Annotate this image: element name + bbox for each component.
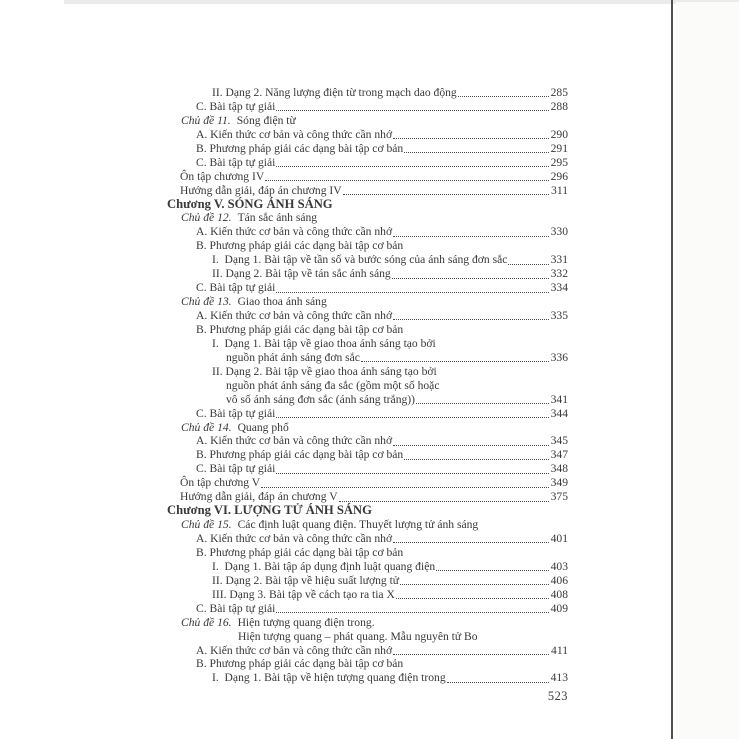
- dot-leader: [436, 560, 548, 571]
- toc-entry: [167, 630, 568, 644]
- toc-entry-label: Hiện tượng quang – phát quang. Mẫu nguyên tử Bo: [238, 629, 478, 643]
- dot-leader: [393, 644, 549, 655]
- table-of-contents: [167, 86, 568, 685]
- toc-entry-label: I. Dạng 1. Bài tập về hiện tượng quang điện trong: [212, 671, 446, 685]
- dot-leader: [276, 462, 548, 473]
- dot-leader: [339, 490, 549, 501]
- toc-entry-label: Hướng dẫn giải, đáp án chương V: [180, 490, 338, 504]
- toc-entry-label: A. Kiến thức cơ bản và công thức cần nhớ: [196, 309, 393, 322]
- toc-entry-label: Chủ đề 16. Hiện tượng quang điện trong.: [181, 615, 375, 629]
- toc-entry-page: 288: [550, 99, 568, 113]
- toc-entry-label: Ôn tập chương V: [180, 476, 261, 490]
- toc-entry: [167, 337, 568, 351]
- footer-page-number: 523: [547, 689, 568, 703]
- dot-leader: [276, 602, 548, 613]
- toc-entry-page: 401: [550, 532, 568, 545]
- toc-entry-page: 403: [550, 559, 568, 573]
- toc-entry: [167, 295, 568, 309]
- toc-entry: [167, 225, 568, 239]
- dot-leader: [261, 476, 548, 487]
- toc-entry-page: 341: [550, 392, 568, 406]
- toc-entry: [167, 407, 568, 421]
- toc-entry-page: 345: [550, 434, 568, 448]
- dot-leader: [396, 588, 549, 599]
- toc-entry-label: A. Kiến thức cơ bản và công thức cần nhớ: [196, 225, 393, 239]
- toc-entry-label: C. Bài tập tự giải: [196, 155, 276, 169]
- toc-entry: [167, 518, 568, 532]
- toc-entry-label: B. Phương pháp giải các dạng bài tập cơ bản: [196, 322, 404, 336]
- toc-entry-page: 285: [550, 86, 568, 99]
- toc-entry-label: II. Dạng 2. Bài tập về tán sắc ánh sáng: [212, 267, 391, 281]
- toc-entry: [167, 616, 568, 630]
- photo-top-edge-band: [64, 0, 739, 4]
- dot-leader: [393, 434, 549, 445]
- dot-leader: [404, 142, 548, 153]
- toc-entry-page: 334: [550, 281, 568, 295]
- toc-entry: [167, 546, 568, 560]
- toc-entry: [167, 421, 568, 435]
- toc-entry-page: 296: [550, 169, 568, 183]
- toc-entry-label: II. Dạng 2. Bài tập về giao thoa ánh sáng tạo bởi: [212, 364, 437, 378]
- toc-entry-page: 406: [550, 573, 568, 587]
- dot-leader: [393, 532, 549, 543]
- toc-entry-page: 408: [550, 587, 568, 601]
- page-outside-margin: [676, 2, 739, 739]
- toc-entry-page: 409: [550, 601, 568, 615]
- toc-entry-page: 411: [551, 643, 568, 657]
- toc-entry-page: 336: [550, 350, 568, 364]
- page-edge-line: [671, 0, 673, 739]
- topic-number-prefix: Chủ đề 14.: [181, 420, 232, 434]
- toc-entry-page: 295: [550, 155, 568, 169]
- toc-entry-label: Chủ đề 13. Giao thoa ánh sáng: [181, 295, 327, 309]
- toc-entry-label: III. Dạng 3. Bài tập về cách tạo ra tia X: [212, 587, 395, 601]
- dot-leader: [416, 393, 549, 404]
- toc-entry: [167, 198, 568, 212]
- toc-entry-label: Chương VI. LƯỢNG TỬ ÁNH SÁNG: [167, 503, 372, 518]
- toc-entry-label: I. Dạng 1. Bài tập về giao thoa ánh sáng tạo bởi: [212, 336, 436, 350]
- toc-entry-label: B. Phương pháp giải các dạng bài tập cơ bản: [196, 657, 404, 671]
- toc-entry: [167, 323, 568, 337]
- toc-entry: [167, 100, 568, 114]
- toc-entry-label: A. Kiến thức cơ bản và công thức cần nhớ: [196, 127, 393, 141]
- toc-entry: [167, 560, 568, 574]
- toc-entry: [167, 644, 568, 658]
- toc-entry-label: C. Bài tập tự giải: [196, 99, 276, 113]
- toc-entry: [167, 476, 568, 490]
- toc-entry: [167, 267, 568, 281]
- toc-entry: [167, 504, 568, 518]
- toc-entry: [167, 462, 568, 476]
- toc-entry: [167, 588, 568, 602]
- toc-entry-label: I. Dạng 1. Bài tập về tần số và bước sóng của ánh sáng đơn sắc: [212, 253, 508, 267]
- dot-leader: [265, 170, 548, 181]
- dot-leader: [393, 225, 549, 236]
- toc-entry-label: C. Bài tập tự giải: [196, 406, 276, 420]
- toc-entry: [167, 114, 568, 128]
- toc-entry-label: C. Bài tập tự giải: [196, 601, 276, 615]
- toc-entry-label: Chủ đề 11. Sóng điện từ: [181, 113, 296, 127]
- topic-number-prefix: Chủ đề 11.: [181, 113, 231, 127]
- toc-entry: [167, 490, 568, 504]
- dot-leader: [458, 86, 549, 97]
- toc-entry-page: 330: [550, 225, 568, 239]
- toc-entry: [167, 211, 568, 225]
- topic-number-prefix: Chủ đề 12.: [181, 211, 232, 225]
- toc-entry-page: 332: [550, 267, 568, 281]
- toc-entry-page: 344: [550, 406, 568, 420]
- toc-entry-label: Ôn tập chương IV: [180, 169, 265, 183]
- toc-entry-page: 291: [550, 141, 568, 155]
- toc-entry-label: nguồn phát ánh sáng đa sắc (gồm một số hoặc: [226, 378, 440, 392]
- toc-entry-label: A. Kiến thức cơ bản và công thức cần nhớ: [196, 532, 393, 545]
- toc-entry: [167, 351, 568, 365]
- toc-entry-label: A. Kiến thức cơ bản và công thức cần nhớ: [196, 643, 393, 657]
- toc-entry: [167, 156, 568, 170]
- toc-entry-label: B. Phương pháp giải các dạng bài tập cơ bản: [196, 448, 404, 462]
- dot-leader: [276, 407, 548, 418]
- toc-entry-label: II. Dạng 2. Bài tập về hiệu suất lượng tử: [212, 573, 400, 587]
- toc-entry-label: vô số ánh sáng đơn sắc (ánh sáng trắng)): [226, 392, 416, 406]
- toc-entry-page: 331: [550, 253, 568, 267]
- dot-leader: [404, 448, 548, 459]
- toc-entry: [167, 253, 568, 267]
- toc-entry-label: Chủ đề 15. Các định luật quang điện. Thuyết lượng tử ánh sáng: [181, 518, 479, 532]
- toc-entry-page: 311: [551, 183, 568, 197]
- toc-entry-page: 335: [550, 309, 568, 322]
- toc-entry: [167, 379, 568, 393]
- topic-number-prefix: Chủ đề 15.: [181, 518, 232, 532]
- dot-leader: [276, 156, 548, 167]
- toc-entry-label: B. Phương pháp giải các dạng bài tập cơ bản: [196, 239, 404, 253]
- toc-entry-label: Chủ đề 12. Tán sắc ánh sáng: [181, 211, 318, 225]
- toc-entry: [167, 86, 568, 100]
- toc-entry-label: B. Phương pháp giải các dạng bài tập cơ bản: [196, 141, 404, 155]
- toc-entry: [167, 657, 568, 671]
- toc-entry-page: 349: [550, 476, 568, 490]
- dot-leader: [393, 309, 549, 320]
- toc-entry: [167, 532, 568, 546]
- toc-entry: [167, 170, 568, 184]
- toc-entry: [167, 128, 568, 142]
- toc-entry-label: Chương V. SÓNG ÁNH SÁNG: [167, 196, 333, 211]
- dot-leader: [276, 100, 548, 111]
- toc-entry-page: 347: [550, 448, 568, 462]
- dot-leader: [400, 574, 549, 585]
- toc-entry: [167, 602, 568, 616]
- toc-entry-label: C. Bài tập tự giải: [196, 281, 276, 295]
- toc-entry-label: II. Dạng 2. Năng lượng điện từ trong mạch dao động: [212, 86, 457, 99]
- toc-entry: [167, 393, 568, 407]
- toc-entry: [167, 434, 568, 448]
- toc-entry: [167, 671, 568, 685]
- toc-entry: [167, 184, 568, 198]
- topic-number-prefix: Chủ đề 16.: [181, 615, 232, 629]
- dot-leader: [508, 253, 548, 264]
- toc-entry-page: 290: [550, 127, 568, 141]
- toc-entry: [167, 365, 568, 379]
- toc-entry: [167, 574, 568, 588]
- toc-entry: [167, 309, 568, 323]
- toc-entry: [167, 142, 568, 156]
- toc-entry-label: Chủ đề 14. Quang phổ: [181, 420, 289, 434]
- dot-leader: [361, 351, 549, 362]
- dot-leader: [392, 267, 549, 278]
- toc-entry: [167, 448, 568, 462]
- toc-entry-label: I. Dạng 1. Bài tập áp dụng định luật quang điện: [212, 559, 436, 573]
- toc-entry-label: B. Phương pháp giải các dạng bài tập cơ bản: [196, 545, 404, 559]
- dot-leader: [447, 671, 549, 682]
- dot-leader: [343, 184, 549, 195]
- toc-entry-label: Hướng dẫn giải, đáp án chương IV: [180, 183, 342, 197]
- toc-entry-label: nguồn phát ánh sáng đơn sắc: [226, 350, 360, 364]
- toc-entry-label: C. Bài tập tự giải: [196, 462, 276, 476]
- toc-entry: [167, 281, 568, 295]
- toc-entry-label: A. Kiến thức cơ bản và công thức cần nhớ: [196, 434, 393, 448]
- topic-number-prefix: Chủ đề 13.: [181, 295, 232, 309]
- dot-leader: [393, 128, 549, 139]
- toc-entry-page: 375: [550, 490, 568, 504]
- toc-entry: [167, 239, 568, 253]
- toc-entry-page: 413: [550, 671, 568, 685]
- toc-entry-page: 348: [550, 462, 568, 476]
- dot-leader: [276, 281, 548, 292]
